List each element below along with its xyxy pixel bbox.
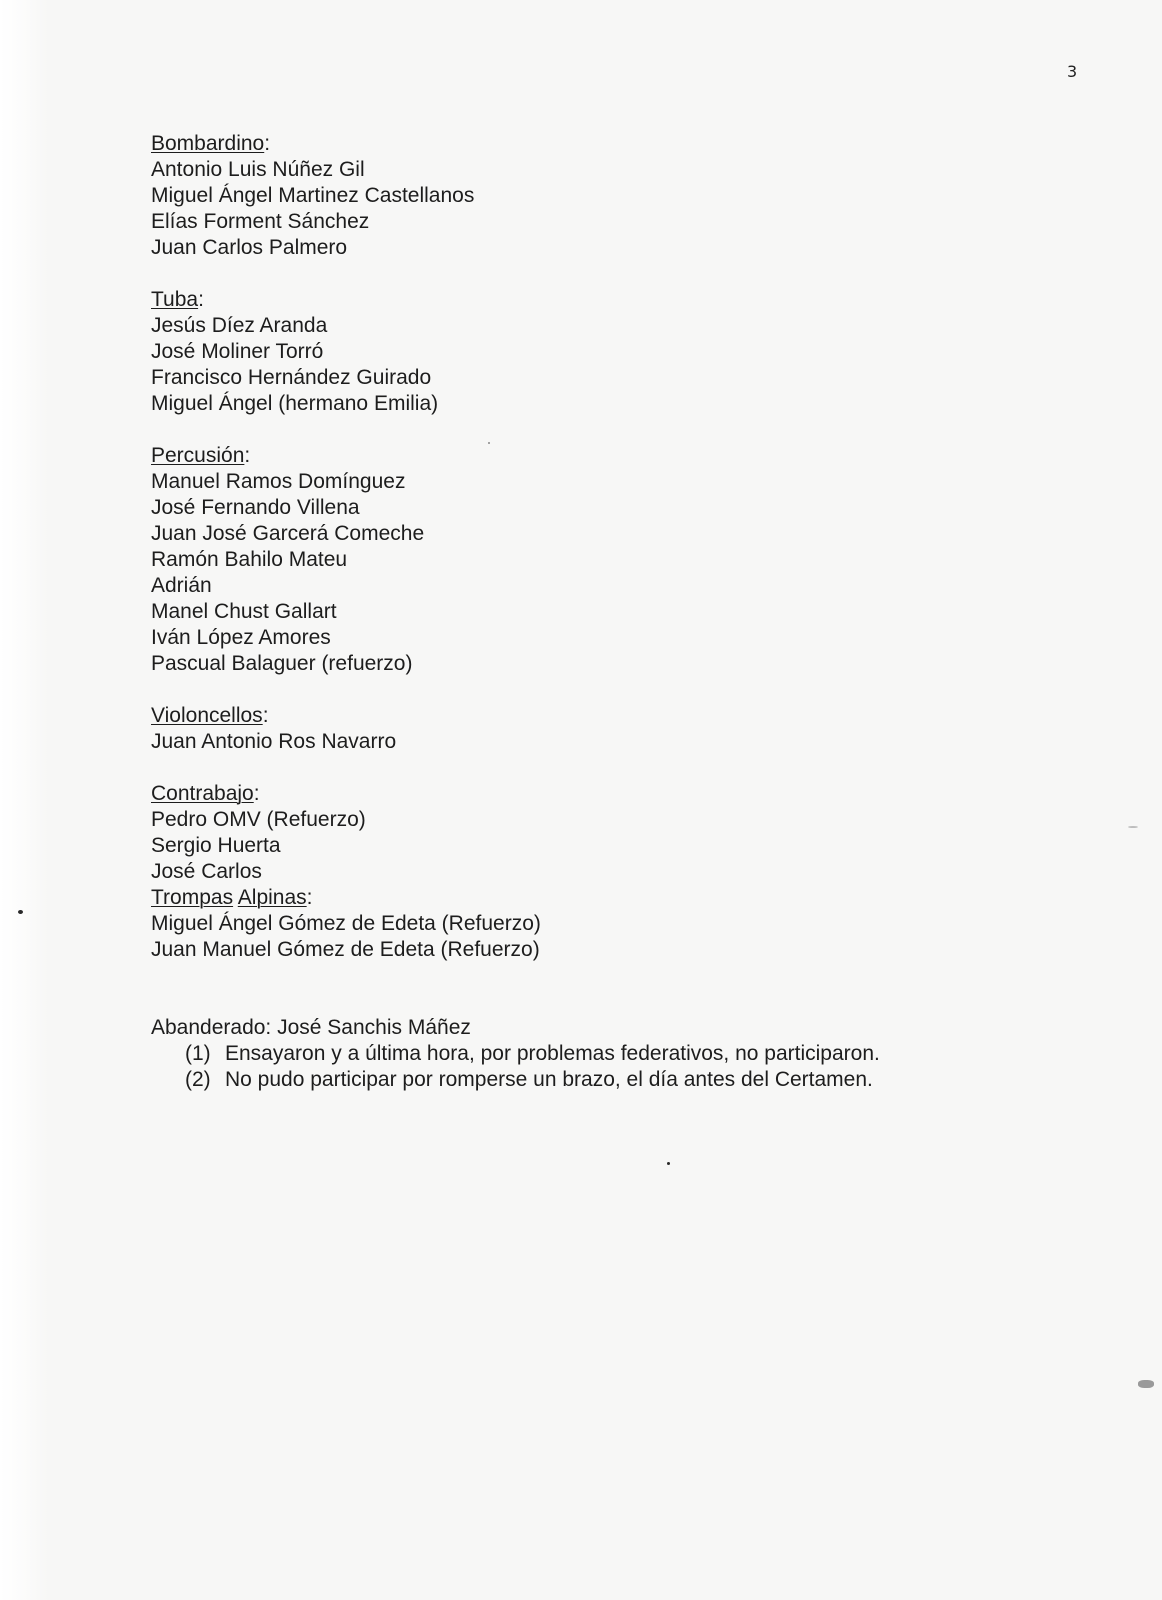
member-name: Juan José Garcerá Comeche (151, 522, 425, 545)
member-name: Juan Manuel Gómez de Edeta (Refuerzo) (151, 938, 540, 961)
section-percusion (151, 443, 1051, 677)
section-heading: Tuba: (151, 288, 204, 311)
footnote-number: (1) (185, 1042, 211, 1065)
section-heading: Bombardino: (151, 132, 271, 155)
member-name: José Carlos (151, 860, 262, 883)
footnote-item (151, 1041, 1051, 1067)
section-violoncellos (151, 703, 1051, 755)
member-name: Adrián (151, 574, 212, 597)
scan-speck (488, 442, 490, 444)
member-name: Pascual Balaguer (refuerzo) (151, 652, 413, 675)
scan-speck (18, 910, 23, 914)
member-name: Sergio Huerta (151, 834, 281, 857)
heading-word: Violoncellos (151, 704, 263, 727)
roster-content (151, 131, 1051, 1093)
section-trompas-alpinas (151, 885, 1051, 963)
member-name: Iván López Amores (151, 626, 331, 649)
footnotes-list (151, 1041, 1051, 1093)
member-name: Ramón Bahilo Mateu (151, 548, 348, 571)
section-bombardino (151, 131, 1051, 261)
section-tuba (151, 287, 1051, 417)
page-number: 3 (1067, 62, 1078, 81)
section-heading: Violoncellos: (151, 704, 269, 727)
member-name: Jesús Díez Aranda (151, 314, 328, 337)
scan-speck (1128, 826, 1138, 828)
member-name: Miguel Ángel (hermano Emilia) (151, 392, 439, 415)
scan-speck (667, 1162, 670, 1165)
footnote-item (151, 1067, 1051, 1093)
member-name: Pedro OMV (Refuerzo) (151, 808, 366, 831)
heading-word: Tuba (151, 288, 199, 311)
member-name: Antonio Luis Núñez Gil (151, 158, 365, 181)
footnote-number: (2) (185, 1068, 211, 1091)
footnote-text: Ensayaron y a última hora, por problemas federativos, no participaron. (225, 1042, 880, 1065)
heading-word: Trompas (151, 886, 234, 909)
section-contrabajo (151, 781, 1051, 885)
footnote-text: No pudo participar por romperse un brazo, el día antes del Certamen. (225, 1068, 873, 1091)
scan-speck (1138, 1380, 1154, 1388)
section-heading: Trompas Alpinas: (151, 886, 313, 909)
member-name: José Moliner Torró (151, 340, 324, 363)
member-name: Francisco Hernández Guirado (151, 366, 432, 389)
member-name: José Fernando Villena (151, 496, 360, 519)
member-name: Miguel Ángel Martinez Castellanos (151, 184, 475, 207)
section-heading: Contrabajo: (151, 782, 260, 805)
member-name: Manel Chust Gallart (151, 600, 337, 623)
member-name: Juan Carlos Palmero (151, 236, 348, 259)
flag-bearer-line: Abanderado: José Sanchis Máñez (151, 1016, 471, 1039)
section-heading: Percusión: (151, 444, 251, 467)
member-name: Juan Antonio Ros Navarro (151, 730, 397, 753)
member-name: Miguel Ángel Gómez de Edeta (Refuerzo) (151, 912, 541, 935)
member-name: Elías Forment Sánchez (151, 210, 370, 233)
heading-word: Contrabajo (151, 782, 254, 805)
member-name: Manuel Ramos Domínguez (151, 470, 406, 493)
heading-word: Alpinas (237, 886, 307, 909)
heading-word: Bombardino (151, 132, 265, 155)
heading-word: Percusión (151, 444, 245, 467)
